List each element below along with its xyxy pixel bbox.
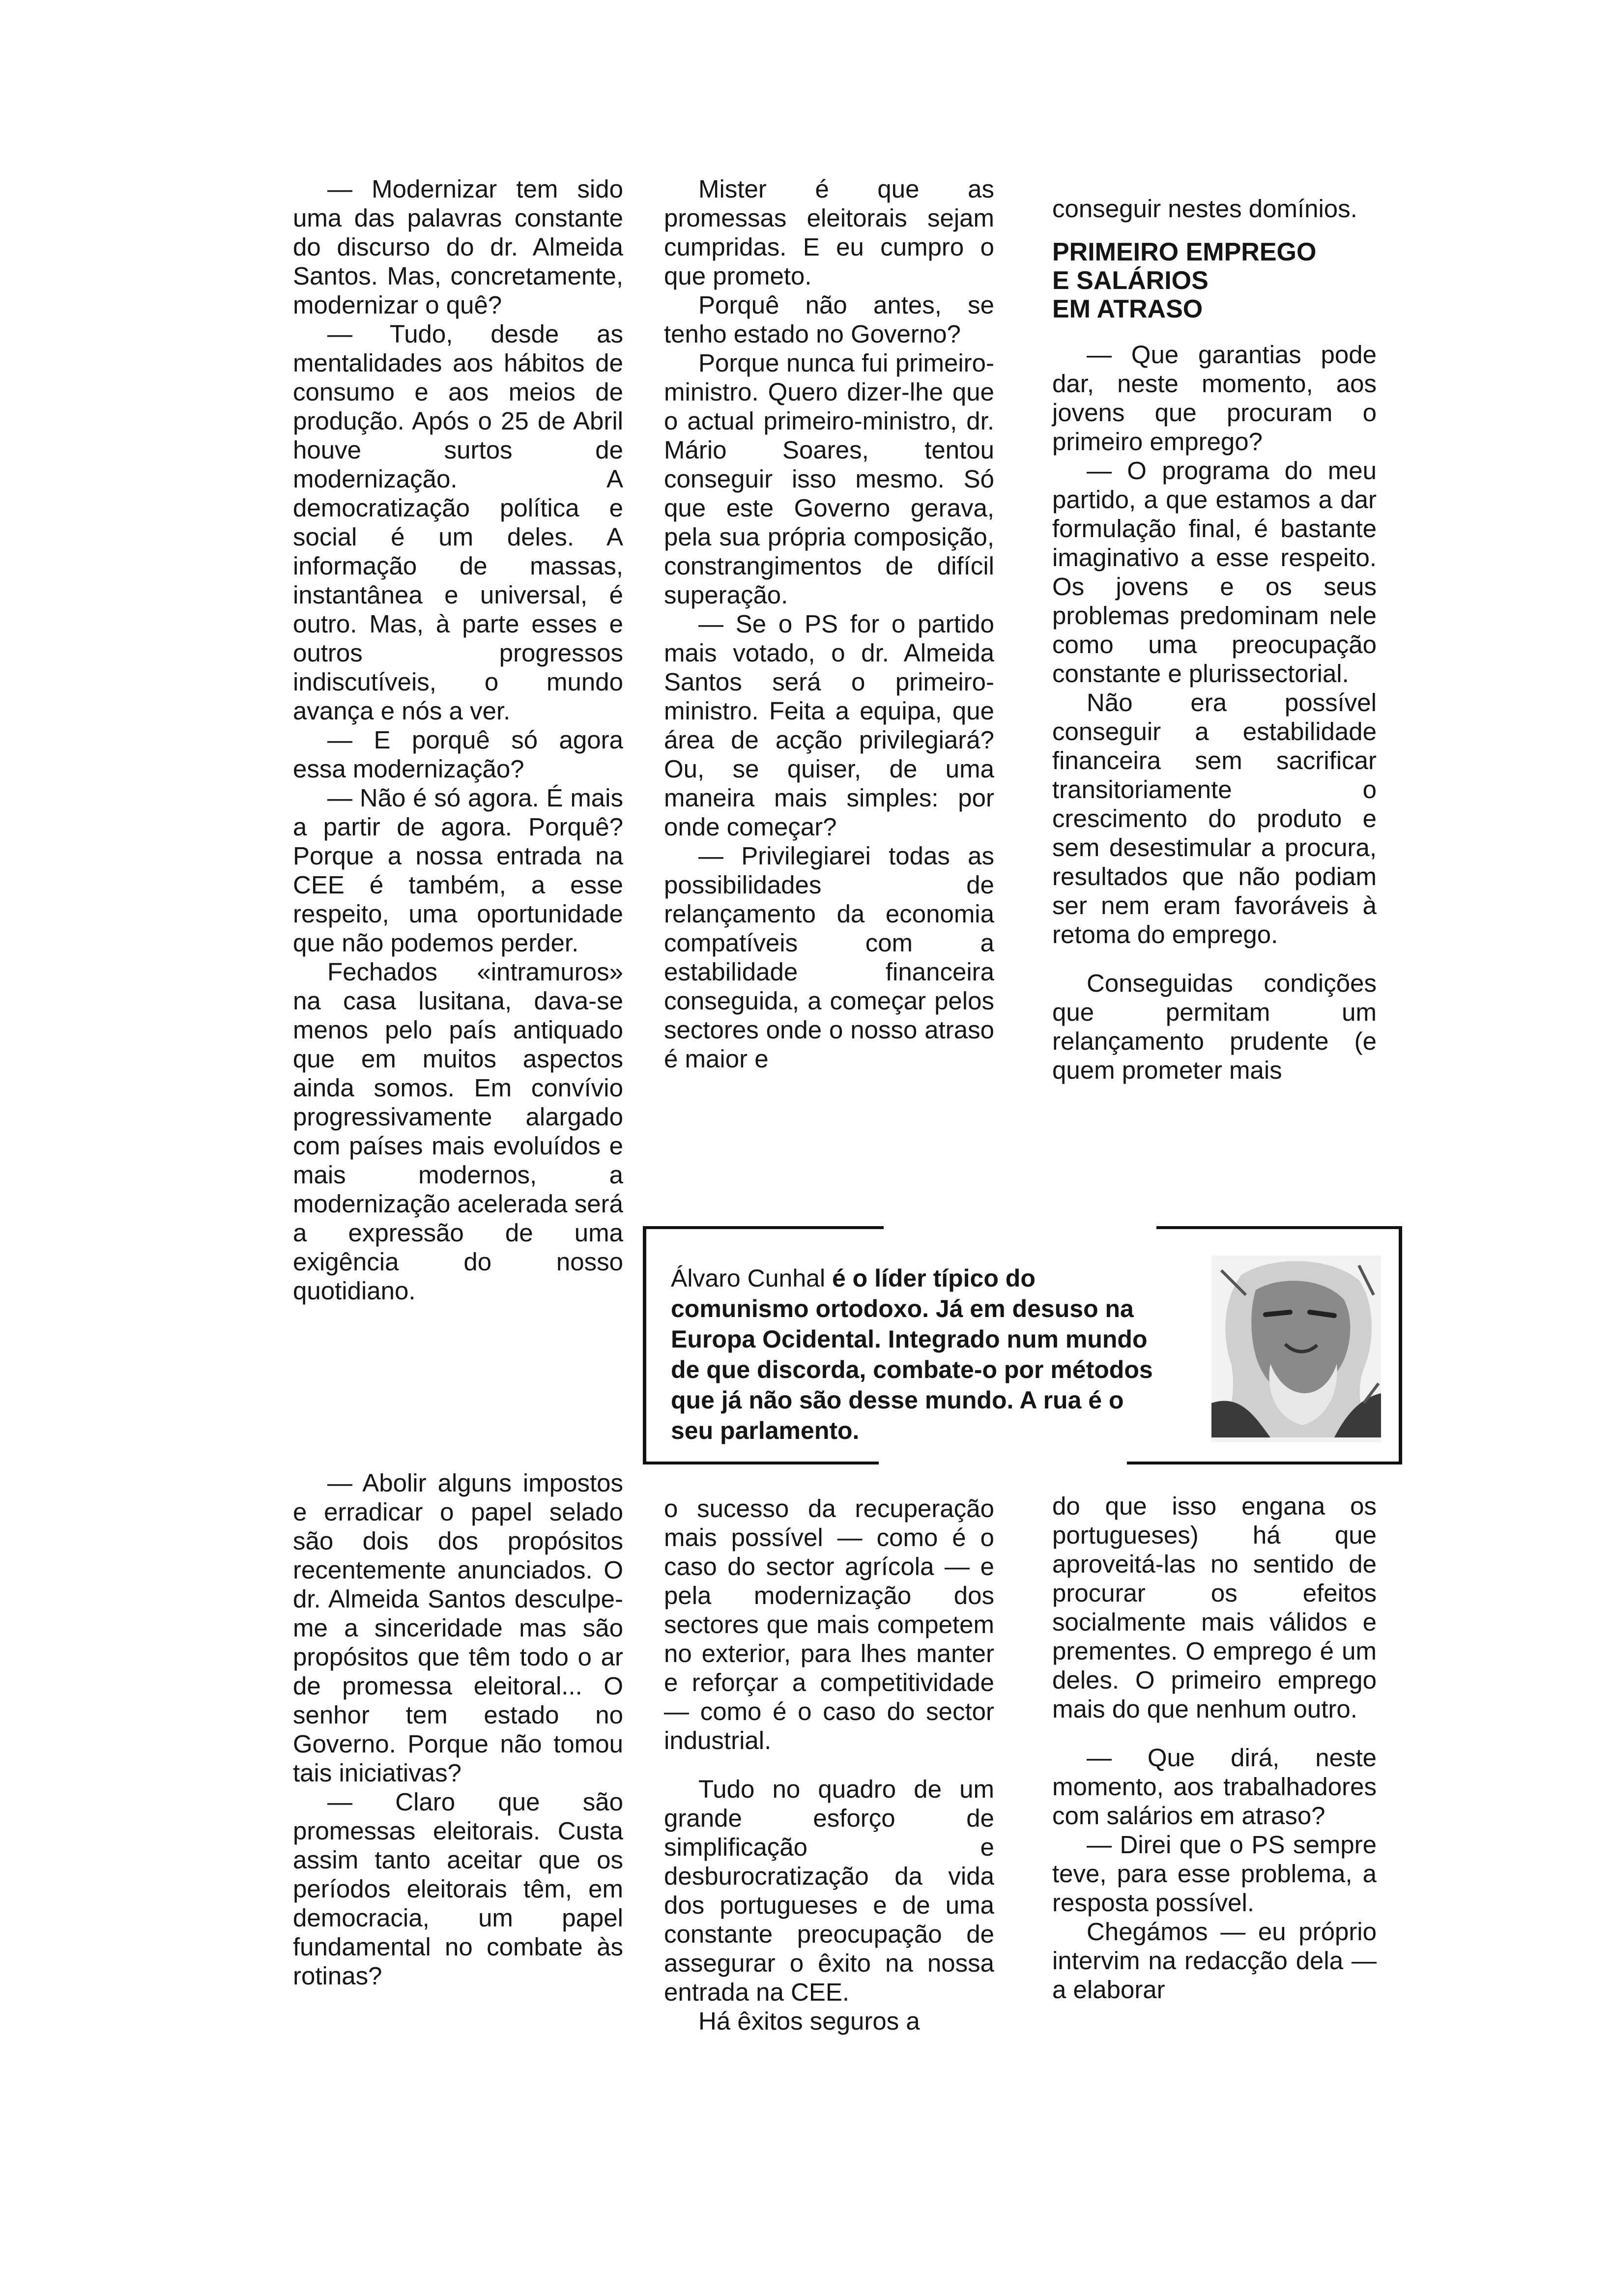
article-column-2-top bbox=[664, 174, 994, 1073]
paragraph: Fechados «intramuros» na casa lusitana, dava-se menos pelo país antiquado que em muitos aspectos ainda somos. Em convívio progressivamente alargado com países mais evoluídos e mais modernos, a modernização acelerada será a expressão de uma exigência do nosso quotidiano. bbox=[293, 958, 623, 1305]
paragraph: — Se o PS for o partido mais votado, o dr. Almeida Santos será o primeiro-ministro. Feita a equipa, que área de acção privilegiará? Ou, se quiser, de uma maneira mais simples: por onde começar? bbox=[664, 610, 994, 841]
article-column-3-top bbox=[1052, 194, 1377, 1085]
paragraph: Porquê não antes, se tenho estado no Governo? bbox=[664, 291, 994, 348]
box-rule bbox=[643, 1226, 884, 1229]
paragraph: Mister é que as promessas eleitorais sejam cumpridas. E eu cumpro o que prometo. bbox=[664, 175, 994, 290]
paragraph: — Abolir alguns impostos e erradicar o papel selado são dois dos propósitos recentemente anunciados. O dr. Almeida Santos desculpe-me a sinceridade mas são propósitos que têm todo o ar de promessa eleitoral... O senhor tem estado no Governo. Porque não tomou tais iniciativas? bbox=[293, 1469, 623, 1787]
section-heading bbox=[1052, 238, 1377, 323]
heading-line: E SALÁRIOS bbox=[1052, 266, 1209, 295]
heading-line: EM ATRASO bbox=[1052, 295, 1203, 323]
paragraph: Tudo no quadro de um grande esforço de simplificação e desburocratização da vida dos portugueses e de uma constante preocupação de assegurar o êxito na nossa entrada na CEE. bbox=[664, 1775, 994, 2006]
paragraph: conseguir nestes domínios. bbox=[1052, 195, 1357, 223]
article-column-3-bottom bbox=[1052, 1492, 1377, 2004]
box-rule bbox=[643, 1462, 879, 1464]
paragraph: — Que garantias pode dar, neste momento, aos jovens que procuram o primeiro emprego? bbox=[1052, 341, 1377, 456]
pull-quote-name: Álvaro Cunhal bbox=[671, 1264, 826, 1292]
paragraph: — Modernizar tem sido uma das palavras constante do discurso do dr. Almeida Santos. Mas, concretamente, modernizar o quê? bbox=[293, 175, 623, 319]
paragraph: — E porquê só agora essa modernização? bbox=[293, 726, 623, 783]
pull-quote-box bbox=[643, 1226, 1402, 1464]
portrait-photo bbox=[1211, 1256, 1381, 1442]
paragraph: Chegámos — eu próprio intervim na redacção dela — a elaborar bbox=[1052, 1918, 1377, 2004]
paragraph: — Tudo, desde as mentalidades aos hábitos de consumo e aos meios de produção. Após o 25 de Abril houve surtos de modernização. A democratização política e social é um deles. A informação de massas, instantânea e universal, é outro. Mas, à parte esses e outros progressos indiscutíveis, o mundo avança e nós a ver. bbox=[293, 320, 623, 725]
paragraph: — Privilegiarei todas as possibilidades de relançamento da economia compatíveis com a estabilidade financeira conseguida, a começar pelos sectores onde o nosso atraso é maior e bbox=[664, 842, 994, 1073]
paragraph: do que isso engana os portugueses) há que aproveitá-las no sentido de procurar os efeitos socialmente mais válidos e prementes. O emprego é um deles. O primeiro emprego mais do que nenhum outro. bbox=[1052, 1492, 1377, 1723]
article-column-1-bottom bbox=[293, 1468, 623, 1990]
pull-quote-text bbox=[671, 1263, 1165, 1446]
article-column-2-bottom bbox=[664, 1494, 994, 2036]
paragraph: Porque nunca fui primeiro-ministro. Quero dizer-lhe que o actual primeiro-ministro, dr. Mário Soares, tentou conseguir isso mesmo. Só que este Governo gerava, pela sua própria composição, constrangimentos de difícil superação. bbox=[664, 349, 994, 609]
paragraph: Há êxitos seguros a bbox=[698, 2007, 920, 2035]
paragraph: — O programa do meu partido, a que estamos a dar formulação final, é bastante imaginativo a esse respeito. Os jovens e os seus problemas predominam nele como uma preocupação constante e plurissectorial. bbox=[1052, 457, 1377, 688]
heading-line: PRIMEIRO EMPREGO bbox=[1052, 238, 1317, 266]
box-rule bbox=[1127, 1462, 1402, 1464]
paragraph: — Claro que são promessas eleitorais. Custa assim tanto aceitar que os períodos eleitorais têm, em democracia, um papel fundamental no combate às rotinas? bbox=[293, 1788, 623, 1990]
pull-quote-body: é o líder típico do comunismo ortodoxo. Já em desuso na Europa Ocidental. Integrado num mundo de que discorda, combate-o por métodos que já não são desse mundo. A rua é o seu parlamento. bbox=[671, 1264, 1153, 1444]
paragraph: Não era possível conseguir a estabilidade financeira sem sacrificar transitoriamente o crescimento do produto e sem desestimular a procura, resultados que não podiam ser nem eram favoráveis à retoma do emprego. bbox=[1052, 689, 1377, 948]
paragraph: — Que dirá, neste momento, aos trabalhadores com salários em atraso? bbox=[1052, 1744, 1377, 1830]
paragraph: — Não é só agora. É mais a partir de agora. Porquê? Porque a nossa entrada na CEE é também, a esse respeito, uma oportunidade que não podemos perder. bbox=[293, 784, 623, 957]
paragraph: — Direi que o PS sempre teve, para esse problema, a resposta possível. bbox=[1052, 1831, 1377, 1917]
paragraph: Conseguidas condições que permitam um relançamento prudente (e quem prometer mais bbox=[1052, 969, 1377, 1084]
paragraph: o sucesso da recuperação mais possível — como é o caso do sector agrícola — e pela modernização dos sectores que mais competem no exterior, para lhes manter e reforçar a competitividade — como é o caso do sector industrial. bbox=[664, 1494, 994, 1754]
box-rule bbox=[1156, 1226, 1402, 1229]
article-column-1 bbox=[293, 174, 623, 1305]
